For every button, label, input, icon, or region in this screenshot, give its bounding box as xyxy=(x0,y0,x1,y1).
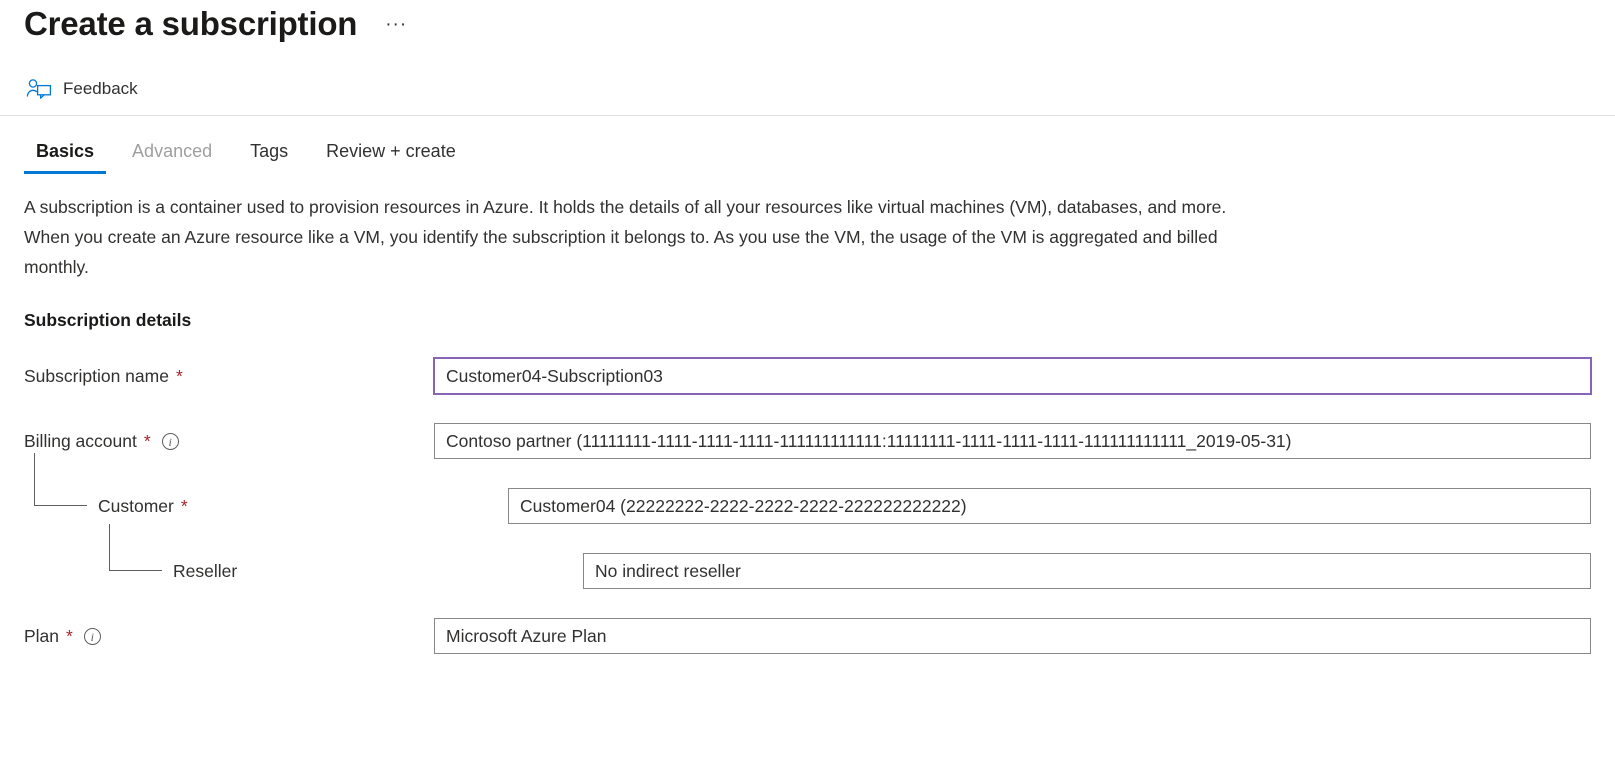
subscription-details-form xyxy=(24,354,1591,658)
label-customer: Customer xyxy=(98,496,174,516)
form-row-customer xyxy=(24,484,1591,528)
plan-select[interactable] xyxy=(434,618,1591,654)
form-row-reseller xyxy=(24,549,1591,593)
field-cell-plan xyxy=(434,618,1591,654)
feedback-button[interactable] xyxy=(24,73,146,105)
field-cell-reseller xyxy=(583,553,1591,589)
label-cell-subscription-name xyxy=(24,359,434,393)
required-indicator: * xyxy=(175,366,183,386)
form-row-billing-account xyxy=(24,419,1591,463)
label-billing-account: Billing account xyxy=(24,431,137,451)
more-options-icon[interactable]: ··· xyxy=(385,14,408,35)
page-header xyxy=(0,0,1615,62)
feedback-icon xyxy=(26,78,52,100)
form-row-plan xyxy=(24,614,1591,658)
field-cell-customer xyxy=(508,488,1591,524)
required-indicator: * xyxy=(66,626,73,646)
billing-account-select[interactable] xyxy=(434,423,1591,459)
required-indicator: * xyxy=(143,431,151,451)
label-cell-customer xyxy=(24,489,508,523)
tab-basics[interactable]: Basics xyxy=(22,126,108,174)
tree-connector xyxy=(109,524,162,571)
tab-bar xyxy=(0,116,1615,174)
info-icon[interactable]: i xyxy=(84,628,101,645)
tab-review-create[interactable]: Review + create xyxy=(326,141,456,161)
tab-tags[interactable]: Tags xyxy=(250,141,289,161)
label-cell-billing-account xyxy=(24,424,434,458)
tab-advanced[interactable]: Advanced xyxy=(132,141,213,161)
field-cell-billing-account xyxy=(434,423,1591,459)
command-bar xyxy=(0,62,1615,116)
required-indicator: * xyxy=(180,496,188,516)
reseller-select[interactable] xyxy=(583,553,1591,589)
label-plan: Plan xyxy=(24,626,60,646)
customer-select[interactable] xyxy=(508,488,1591,524)
subscription-name-input[interactable] xyxy=(434,358,1591,394)
label-cell-plan xyxy=(24,619,434,653)
section-title-subscription-details: Subscription details xyxy=(24,310,192,330)
page-title: Create a subscription xyxy=(24,5,358,42)
main-content xyxy=(0,174,1615,658)
intro-text: A subscription is a container used to provision resources in Azure. It holds the details of all your resources like virtual machines (VM), databases, and more. When you create an Azure resource like a VM, you identify the subscription it belongs to. As you use the VM, the usage of the VM is aggregated and billed monthly. xyxy=(24,197,1227,277)
label-cell-reseller xyxy=(24,554,583,588)
feedback-label: Feedback xyxy=(63,78,138,98)
form-row-subscription-name xyxy=(24,354,1591,398)
field-cell-subscription-name xyxy=(434,358,1591,394)
label-reseller: Reseller xyxy=(173,561,238,581)
info-icon[interactable]: i xyxy=(162,433,179,450)
label-subscription-name: Subscription name xyxy=(24,366,169,386)
